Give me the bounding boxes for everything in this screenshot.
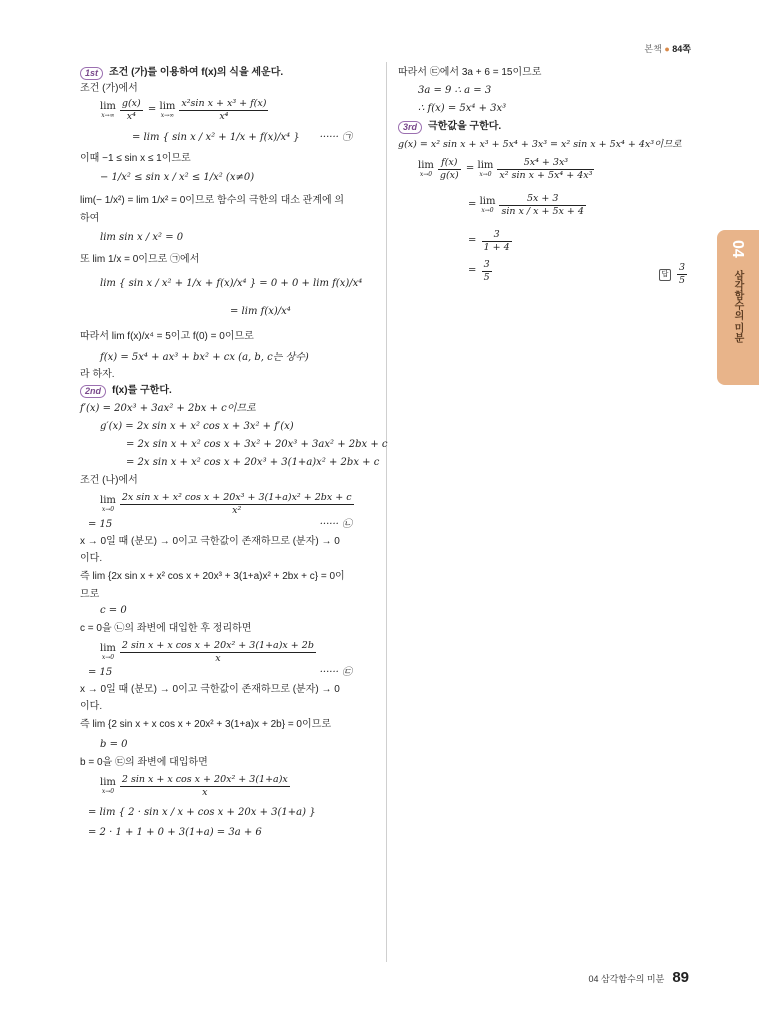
text-line: 이다. [80, 701, 103, 712]
equation-line: lim sin x / x² = 0 [100, 232, 184, 243]
equation-line [80, 772, 380, 800]
fraction: $\frac{\text{x²sin x + x³ + f(x)}}{\text{x⁴}}$ [181, 97, 267, 122]
step-2-heading [80, 384, 380, 398]
footer-chapter: 04 삼각함수의 미분 [588, 974, 665, 984]
equation-line: lim { sin x / x² + 1/x + f(x)/x⁴ } = 0 + 0 + lim f(x)/x⁴ [100, 278, 363, 289]
equation-line: = 15 ······ ㉡ [88, 519, 352, 530]
limit-operator: lim x→0 [479, 196, 496, 214]
page-footer [588, 969, 689, 986]
equation-line: = 2x sin x + x² cos x + 20x³ + 3(1+a)x² + 2bx + c [126, 457, 380, 468]
equation-line: lim x→0 $\frac{f(x)}{g(x)}$ = lim x→0 $\frac{\text{5x⁴ + 3x³}}{\text{x² sin x + 5x⁴ + 4x³}}$ [418, 156, 593, 181]
answer-icon: 답 [659, 269, 671, 281]
equation-line: = 2x sin x + x² cos x + 3x² + 20x³ + 3ax² + 2bx + c [126, 439, 388, 450]
equation-line: f(x) = 5x⁴ + ax³ + bx² + cx (a, b, c는 상수) [100, 352, 309, 363]
equation-line: g(x) = x² sin x + x³ + 5x⁴ + 3x³ = x² sin x + 5x⁴ + 4x³이므로 [398, 139, 682, 150]
step-1-badge: 1st [80, 67, 103, 80]
equation-line: = lim f(x)/x⁴ [230, 306, 291, 317]
equation-line: f′(x) = 20x³ + 3ax² + 2bx + c이므로 [80, 403, 256, 414]
equation-line: c = 0 [100, 605, 127, 616]
fraction: $\frac{\text{2 sin x + x cos x + 20x² + 3(1+a)x}}{x}$ [121, 773, 288, 798]
text-line: 즉 lim {2 sin x + x cos x + 20x² + 3(1+a)x + 2b} = 0이므로 [80, 719, 331, 730]
equation-line: g′(x) = 2x sin x + x² cos x + 3x² + f′(x) [100, 421, 294, 432]
limit-operator: lim x→0 [100, 643, 116, 661]
text-line: b = 0을 ㉢의 좌변에 대입하면 [80, 757, 208, 768]
limit-operator: lim x→0 [418, 160, 434, 178]
chapter-number: 04 [729, 240, 746, 258]
chapter-title: 삼각함수의 미분 [732, 270, 743, 343]
text-line: 따라서 ㉢에서 3a + 6 = 15이므로 [398, 67, 542, 78]
page-ref-page: 84쪽 [672, 44, 691, 54]
step-2-badge: 2nd [80, 385, 106, 398]
fraction: $\frac{f(x)}{g(x)}$ [439, 156, 459, 181]
equation-line: = 2 · 1 + 1 + 0 + 3(1+a) = 3a + 6 [88, 827, 262, 838]
text-line: lim(− 1/x²) = lim 1/x² = 0이므로 함수의 극한의 대소 관계에 의 [80, 195, 345, 206]
text-line: 라 하자. [80, 369, 115, 380]
fraction: $\frac{3}{1 + 4}$ [483, 228, 510, 253]
equation-tag: ······ ㉢ [319, 667, 352, 678]
column-divider [386, 62, 387, 962]
equation-line: = $\frac{3}{5}$ [468, 258, 490, 283]
text-line: 따라서 lim f(x)/x⁴ = 5이고 f(0) = 0이므로 [80, 331, 254, 342]
step-1-title: 조건 (가)를 이용하여 f(x)의 식을 세운다. [109, 67, 284, 78]
fraction: $\frac{\text{2x sin x + x² cos x + 20x³ + 3(1+a)x² + 2bx + c}}{\text{x²}}$ [121, 491, 352, 516]
equation-line: = lim { sin x / x² + 1/x + f(x)/x⁴ } ······ ㉠ [132, 132, 352, 143]
equation-line: = 15 ······ ㉢ [88, 667, 352, 678]
fraction: $\frac{\text{2 sin x + x cos x + 20x² + 3(1+a)x + 2b}}{x}$ [121, 639, 314, 664]
page-ref-prefix: 본책 [644, 44, 662, 54]
equation-tag: ······ ㉠ [319, 132, 352, 143]
equation-line: ∴ f(x) = 5x⁴ + 3x³ [418, 103, 507, 114]
step-3-heading [398, 120, 698, 134]
limit-operator: lim x→∞ [100, 101, 116, 119]
limit-operator: lim x→0 [477, 160, 494, 178]
step-1-heading [80, 66, 380, 80]
text-line: 또 lim 1/x = 0이므로 ㉠에서 [80, 254, 200, 265]
fraction: $\frac{3}{5}$ [483, 258, 490, 283]
equation-line: 3a = 9 ∴ a = 3 [418, 85, 492, 96]
bullet-icon: ● [664, 44, 670, 54]
text-line: 즉 lim {2x sin x + x² cos x + 20x³ + 3(1+a)x² + 2bx + c} = 0이 [80, 571, 345, 582]
fraction: $\frac{\text{5x⁴ + 3x³}}{\text{x² sin x + 5x⁴ + 4x³}}$ [499, 156, 593, 181]
chapter-side-tab [717, 230, 759, 385]
left-column [80, 64, 388, 840]
answer [659, 262, 689, 287]
answer-fraction: $\frac{3}{5}$ [678, 262, 685, 286]
text-line: c = 0을 ㉡의 좌변에 대입한 후 정리하면 [80, 623, 252, 634]
text-line: 조건 (나)에서 [80, 475, 138, 486]
equation-line: lim x→∞ $\frac{g(x)}{\text{x⁴}}$ = lim x→∞ $\frac{\text{x²sin x + x³ + f(x)}}{\text{x⁴}}$ [100, 97, 267, 122]
right-column [398, 64, 698, 286]
text-line: 하여 [80, 213, 100, 224]
page-number: 89 [672, 969, 689, 986]
equation-line: = lim { 2 · sin x / x + cos x + 20x + 3(1+a) } [88, 807, 316, 818]
equation-line [80, 638, 380, 666]
equation-line: = $\frac{3}{1 + 4}$ [468, 228, 510, 253]
step-3-badge: 3rd [398, 121, 422, 134]
equation-line [80, 490, 380, 518]
text-line: x → 0일 때 (분모) → 0이고 극한값이 존재하므로 (분자) → 0 [80, 536, 340, 547]
equation-tag: ······ ㉡ [319, 519, 352, 530]
text-line: 조건 (가)에서 [80, 83, 138, 94]
equation-line: = lim x→0 $\frac{5x + 3}{\text{sin x / x + 5x + 4}}$ [468, 192, 584, 217]
step-3-title: 극한값을 구한다. [428, 121, 502, 132]
fraction: $\frac{5x + 3}{\text{sin x / x + 5x + 4}}$ [501, 192, 584, 217]
equation-line: b = 0 [100, 739, 128, 750]
text-line: x → 0일 때 (분모) → 0이고 극한값이 존재하므로 (분자) → 0 [80, 684, 340, 695]
step-2-title: f(x)를 구한다. [112, 385, 172, 396]
limit-operator: lim x→∞ [159, 101, 176, 119]
limit-operator: lim x→0 [100, 777, 116, 795]
page-reference [644, 42, 691, 55]
limit-operator: lim x→0 [100, 495, 116, 513]
equation-line: − 1/x² ≤ sin x / x² ≤ 1/x² (x≠0) [100, 172, 255, 183]
fraction: $\frac{g(x)}{\text{x⁴}}$ [121, 97, 141, 122]
text-line: 므로 [80, 589, 100, 600]
text-line: 이다. [80, 553, 103, 564]
text-line: 이때 −1 ≤ sin x ≤ 1이므로 [80, 153, 191, 164]
